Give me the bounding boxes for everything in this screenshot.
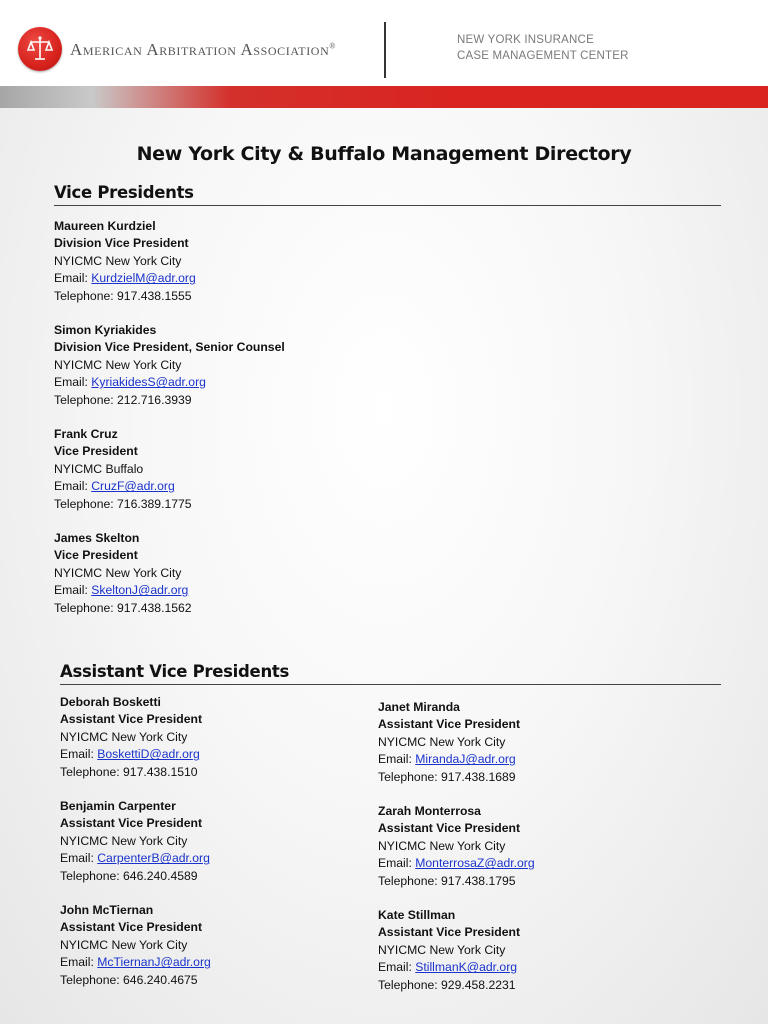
- contact-name: Frank Cruz: [54, 427, 118, 441]
- contact-phone: Telephone: 212.716.3939: [54, 392, 192, 407]
- contact-card: [54, 218, 196, 305]
- section-rule: [54, 205, 721, 206]
- contact-card: [54, 322, 285, 409]
- contact-email-row: Email: CruzF@adr.org: [54, 479, 175, 494]
- contact-email-row: Email: McTiernanJ@adr.org: [60, 955, 211, 970]
- center-line-2: CASE MANAGEMENT CENTER: [457, 50, 629, 62]
- contact-name: James Skelton: [54, 531, 140, 545]
- contact-phone: Telephone: 646.240.4589: [60, 868, 198, 883]
- organization-name: American Arbitration Association®: [70, 40, 337, 59]
- contact-name: Kate Stillman: [378, 908, 456, 922]
- contact-card: [378, 699, 520, 786]
- contact-email-row: Email: KurdzielM@adr.org: [54, 271, 196, 286]
- contact-phone: Telephone: 917.438.1689: [378, 769, 516, 784]
- email-link[interactable]: MonterrosaZ@adr.org: [415, 856, 535, 871]
- email-link[interactable]: StillmanK@adr.org: [415, 960, 518, 975]
- contact-office: NYICMC New York City: [60, 833, 188, 848]
- contact-phone: Telephone: 917.438.1510: [60, 764, 198, 779]
- section-heading-assistant-vice-presidents: Assistant Vice Presidents: [60, 662, 289, 681]
- contact-office: NYICMC New York City: [54, 253, 182, 268]
- contact-card: [54, 426, 192, 513]
- contact-role: Vice President: [54, 444, 138, 459]
- contact-phone: Telephone: 917.438.1795: [378, 873, 516, 888]
- email-link[interactable]: CruzF@adr.org: [91, 479, 175, 494]
- contact-office: NYICMC New York City: [54, 357, 182, 372]
- page-header: [0, 0, 768, 86]
- email-link[interactable]: KurdzielM@adr.org: [91, 271, 196, 286]
- contact-email-row: Email: MirandaJ@adr.org: [378, 752, 516, 767]
- contact-role: Assistant Vice President: [60, 920, 203, 935]
- contact-email-row: Email: CarpenterB@adr.org: [60, 851, 210, 866]
- contact-role: Assistant Vice President: [60, 816, 203, 831]
- contact-office: NYICMC New York City: [60, 937, 188, 952]
- contact-name: Simon Kyriakides: [54, 323, 157, 337]
- contact-name: Zarah Monterrosa: [378, 804, 481, 818]
- contact-role: Division Vice President: [54, 236, 189, 251]
- contact-office: NYICMC Buffalo: [54, 461, 144, 476]
- email-link[interactable]: KyriakidesS@adr.org: [91, 375, 206, 390]
- contact-name: Benjamin Carpenter: [60, 799, 176, 813]
- contact-name: Deborah Bosketti: [60, 695, 161, 709]
- email-link[interactable]: SkeltonJ@adr.org: [91, 583, 189, 598]
- contact-role: Vice President: [54, 548, 138, 563]
- email-link[interactable]: McTiernanJ@adr.org: [97, 955, 211, 970]
- header-accent-band: [0, 86, 768, 108]
- contact-card: [378, 907, 520, 994]
- contact-role: Assistant Vice President: [378, 925, 521, 940]
- contact-card: [60, 798, 210, 885]
- contact-role: Assistant Vice President: [378, 717, 521, 732]
- contact-role: Division Vice President, Senior Counsel: [54, 340, 285, 355]
- contact-email-row: Email: StillmanK@adr.org: [378, 960, 518, 975]
- contact-role: Assistant Vice President: [60, 712, 203, 727]
- contact-office: NYICMC New York City: [378, 734, 506, 749]
- contact-phone: Telephone: 929.458.2231: [378, 977, 516, 992]
- contact-email-row: Email: KyriakidesS@adr.org: [54, 375, 206, 390]
- contact-phone: Telephone: 716.389.1775: [54, 496, 192, 511]
- contact-card: [60, 694, 202, 781]
- contact-phone: Telephone: 917.438.1562: [54, 600, 192, 615]
- contact-email-row: Email: BoskettiD@adr.org: [60, 747, 200, 762]
- contact-card: [378, 803, 535, 890]
- contact-card: [54, 530, 192, 617]
- contact-office: NYICMC New York City: [378, 838, 506, 853]
- contact-phone: Telephone: 917.438.1555: [54, 288, 192, 303]
- header-divider: [384, 22, 386, 78]
- contact-email-row: Email: MonterrosaZ@adr.org: [378, 856, 535, 871]
- contact-email-row: Email: SkeltonJ@adr.org: [54, 583, 189, 598]
- center-name: [457, 32, 629, 64]
- contact-name: Janet Miranda: [378, 700, 460, 714]
- page-title: New York City & Buffalo Management Directory: [136, 143, 632, 165]
- section-heading-vice-presidents: Vice Presidents: [54, 183, 194, 202]
- email-link[interactable]: BoskettiD@adr.org: [97, 747, 200, 762]
- email-link[interactable]: MirandaJ@adr.org: [415, 752, 516, 767]
- contact-phone: Telephone: 646.240.4675: [60, 972, 198, 987]
- contact-office: NYICMC New York City: [54, 565, 182, 580]
- contact-card: [60, 902, 211, 989]
- contact-role: Assistant Vice President: [378, 821, 521, 836]
- aaa-logo-icon: [18, 27, 62, 71]
- contact-office: NYICMC New York City: [60, 729, 188, 744]
- section-rule: [60, 684, 721, 685]
- email-link[interactable]: CarpenterB@adr.org: [97, 851, 210, 866]
- center-line-1: NEW YORK INSURANCE: [457, 34, 594, 46]
- contact-name: Maureen Kurdziel: [54, 219, 156, 233]
- scales-of-justice-icon: [24, 33, 56, 65]
- contact-name: John McTiernan: [60, 903, 154, 917]
- contact-office: NYICMC New York City: [378, 942, 506, 957]
